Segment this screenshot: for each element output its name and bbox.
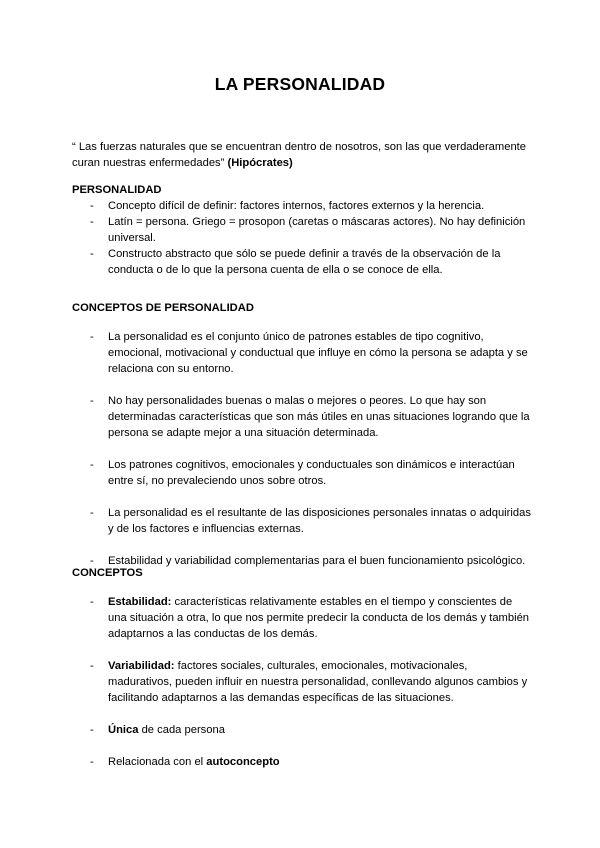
term-unica: Única	[108, 724, 139, 736]
quote-author: (Hipócrates)	[227, 157, 293, 169]
section-heading-conceptos-de-personalidad: CONCEPTOS DE PERSONALIDAD	[72, 302, 254, 314]
term-autoconcepto: autoconcepto	[206, 756, 280, 768]
list-item: - Constructo abstracto que sólo se puede definir a través de la observación de la conducta o de lo que la persona cuenta de ella o se conoce de ella.	[72, 246, 532, 278]
definition-text: características relativamente estables en el tiempo y conscientes de una situación a otra, lo que nos permite predecir la conducta de los demás y también adaptarnos a las conductas de los demás.	[108, 596, 530, 640]
list-item: - La personalidad es el resultante de las disposiciones personales innatas o adquiridas y de los factores e influencias externas.	[72, 505, 532, 537]
definition-text: factores sociales, culturales, emocionales, motivacionales, madurativos, pueden influir en nuestra personalidad, conllevando algunos cambios y facilitando adaptarnos a las demandas específicas de las situaciones.	[108, 660, 528, 704]
term-estabilidad: Estabilidad:	[108, 596, 172, 608]
list-item: - Latín = persona. Griego = prosopon (caretas o máscaras actores). No hay definición universal.	[72, 214, 532, 246]
list-item: - La personalidad es el conjunto único de patrones estables de tipo cognitivo, emocional, motivacional y conductual que influye en cómo la persona se adapta y se relaciona con su entorno.	[72, 329, 532, 377]
list-item: - Estabilidad y variabilidad complementarias para el buen funcionamiento psicológico.	[72, 553, 532, 569]
list-item: - Concepto difícil de definir: factores internos, factores externos y la herencia.	[72, 198, 532, 214]
list-item-variabilidad	[72, 658, 532, 706]
list-item: - No hay personalidades buenas o malas o mejores o peores. Lo que hay son determinadas características que son más útiles en unas situaciones logrando que la persona se adapte mejor a una situación determinada.	[72, 393, 532, 441]
definition-text: de cada persona	[138, 724, 225, 736]
list-item-estabilidad	[72, 594, 532, 642]
list-item-autoconcepto	[72, 754, 532, 770]
personalidad-list	[72, 198, 532, 278]
quote	[72, 139, 542, 171]
section-heading-personalidad: PERSONALIDAD	[72, 184, 162, 196]
definition-text: Relacionada con el	[108, 756, 207, 768]
conceptos-de-personalidad-list	[72, 329, 532, 585]
term-variabilidad: Variabilidad:	[108, 660, 175, 672]
quote-text: “ Las fuerzas naturales que se encuentran dentro de nosotros, son las que verdaderamente curan nuestras enfermedades”	[72, 141, 527, 169]
page-title: LA PERSONALIDAD	[214, 74, 386, 94]
list-item: - Los patrones cognitivos, emocionales y conductuales son dinámicos e interactúan entre sí, no prevaleciendo unos sobre otros.	[72, 457, 532, 489]
section-heading-conceptos: CONCEPTOS	[72, 567, 143, 579]
list-item-unica	[72, 722, 532, 738]
conceptos-list	[72, 594, 532, 786]
